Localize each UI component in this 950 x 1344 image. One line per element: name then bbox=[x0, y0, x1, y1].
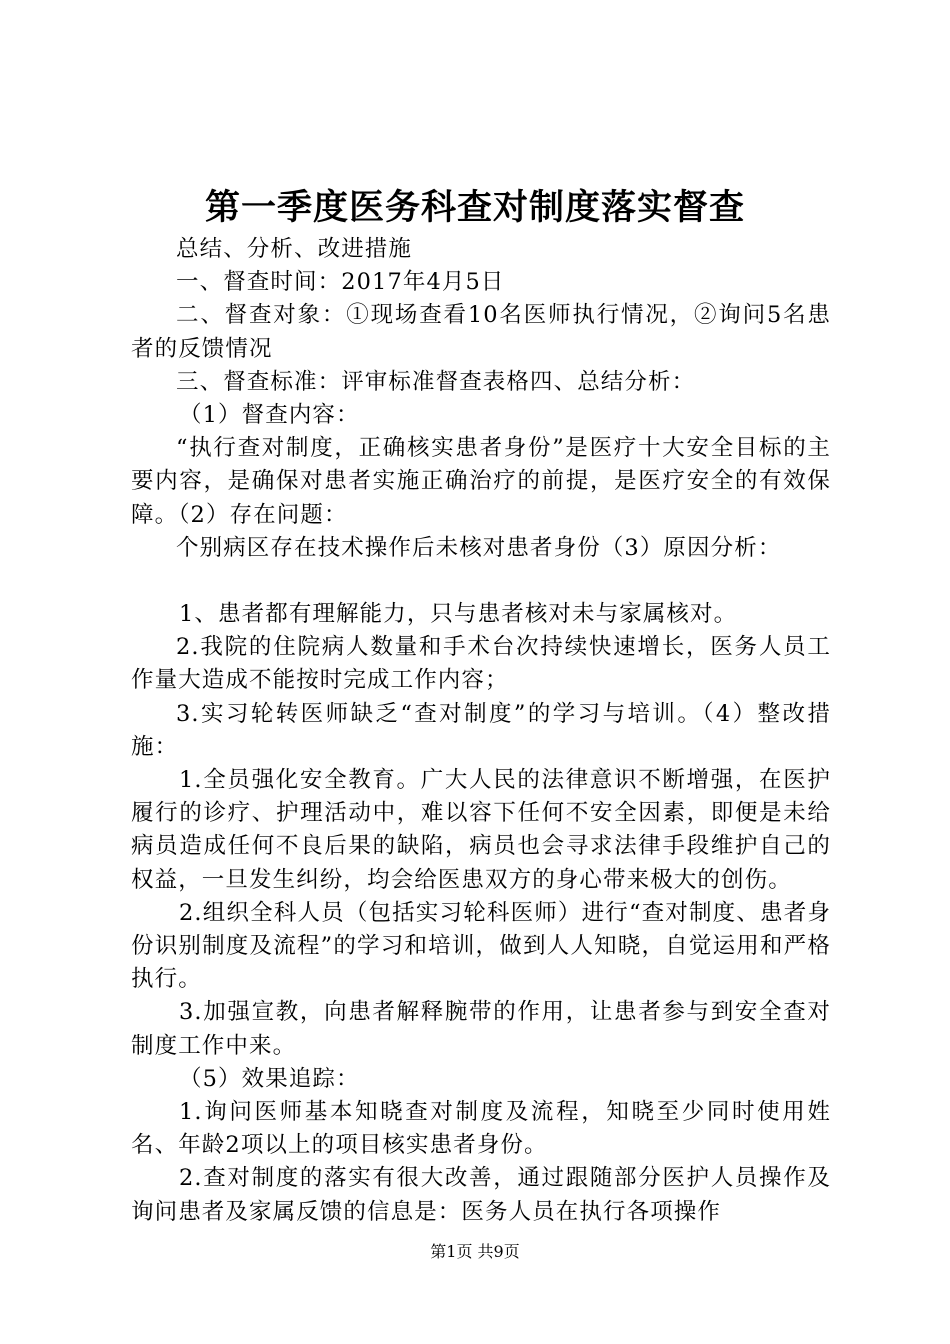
paragraph-inspection-targets: 二、督查对象：①现场查看10名医师执行情况，②询问5名患者的反馈情况 bbox=[131, 302, 831, 362]
paragraph-cause-1: 1、患者都有理解能力，只与患者核对未与家属核对。 bbox=[179, 601, 738, 628]
paragraph-cause-3: 3.实习轮转医师缺乏“查对制度”的学习与培训。（4）整改措施： bbox=[131, 700, 831, 760]
paragraph-measure-1: 1.全员强化安全教育。广大人民的法律意识不断增强，在医护履行的诊疗、护理活动中，难以容下任何不安全因素，即便是未给病员造成任何不良后果的缺陷，病员也会寻求法律手段维护自己的权益，一旦发生纠纷，均会给医患双方的身心带来极大的创伤。 bbox=[131, 767, 831, 893]
paragraph-followup-heading: （5）效果追踪： bbox=[179, 1065, 360, 1092]
document-title: 第一季度医务科查对制度落实督查 bbox=[204, 187, 745, 228]
paragraph-followup-2: 2.查对制度的落实有很大改善，通过跟随部分医护人员操作及询问患者及家属反馈的信息是：医务人员在执行各项操作 bbox=[131, 1165, 831, 1225]
paragraph-inspection-time: 一、督查时间：2017年4月5日 bbox=[176, 269, 505, 296]
paragraph-problems: 个别病区存在技术操作后未核对患者身份（3）原因分析： bbox=[176, 534, 782, 561]
paragraph-measure-2: 2.组织全科人员（包括实习轮科医师）进行“查对制度、患者身份识别制度及流程”的学习和培训，做到人人知晓，自觉运用和严格执行。 bbox=[131, 899, 831, 993]
paragraph-summary-heading: 总结、分析、改进措施 bbox=[176, 236, 413, 262]
paragraph-spacer bbox=[131, 565, 831, 598]
paragraph-inspection-standard: 三、督查标准：评审标准督查表格四、总结分析： bbox=[176, 368, 696, 395]
paragraph-measure-3: 3.加强宣教，向患者解释腕带的作用，让患者参与到安全查对制度工作中来。 bbox=[131, 999, 831, 1059]
document-body bbox=[131, 233, 831, 1229]
page-footer: 第1页 共9页 bbox=[430, 1242, 520, 1261]
paragraph-followup-1: 1.询问医师基本知晓查对制度及流程，知晓至少同时使用姓名、年龄2项以上的项目核实患者身份。 bbox=[131, 1099, 831, 1159]
paragraph-inspection-content: “执行查对制度，正确核实患者身份”是医疗十大安全目标的主要内容，是确保对患者实施正确治疗的前提，是医疗安全的有效保障。（2）存在问题： bbox=[131, 435, 831, 528]
paragraph-cause-2: 2.我院的住院病人数量和手术台次持续快速增长，医务人员工作量大造成不能按时完成工作内容； bbox=[131, 634, 831, 694]
paragraph-inspection-content-heading: （1）督查内容： bbox=[179, 402, 360, 429]
